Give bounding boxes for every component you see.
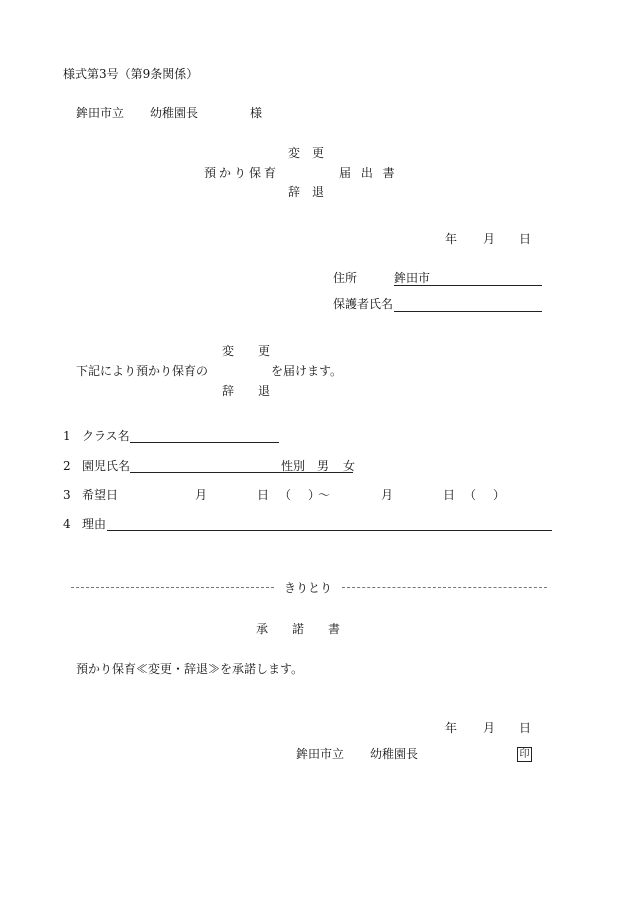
gender-female[interactable]: 女 <box>343 459 356 473</box>
statement-option-change: 変 更 <box>222 344 271 358</box>
item-3-number: 3 <box>63 488 71 502</box>
period-start-paren-close: ） <box>308 488 321 502</box>
cut-line-right <box>342 587 547 588</box>
date-day: 日 <box>519 232 532 246</box>
addressee-title: 幼稚園長 <box>150 106 199 120</box>
period-end-day: 日 <box>443 488 456 502</box>
period-end-paren-open: （ <box>464 488 477 502</box>
guardian-name-line[interactable] <box>394 311 542 312</box>
approval-date-day: 日 <box>519 721 532 735</box>
address-label: 住所 <box>333 271 358 285</box>
gender-label: 性別 <box>281 459 306 473</box>
item-2-number: 2 <box>63 459 71 473</box>
statement-option-withdraw: 辞 退 <box>222 384 271 398</box>
period-start-day: 日 <box>257 488 270 502</box>
date-year: 年 <box>445 232 458 246</box>
form-number: 様式第3号（第9条関係） <box>63 67 199 81</box>
reason-label: 理由 <box>82 517 107 531</box>
approval-title: 承 諾 書 <box>256 622 341 636</box>
item-1-number: 1 <box>63 429 71 443</box>
approval-principal: 幼稚園長 <box>370 747 419 761</box>
addressee-honorific: 様 <box>250 106 263 120</box>
child-name-label: 園児氏名 <box>82 459 131 473</box>
heading-main: 預かり保育 <box>204 166 280 180</box>
address-value: 鉾田市 <box>394 271 431 285</box>
period-start-paren-open: （ <box>279 488 292 502</box>
period-end-paren-close: ） <box>493 488 506 502</box>
gender-male[interactable]: 男 <box>317 459 330 473</box>
approval-statement: 預かり保育≪変更・辞退≫を承諾します。 <box>76 662 304 676</box>
statement-suffix: を届けます。 <box>271 364 343 378</box>
period-end-month: 月 <box>381 488 394 502</box>
heading-option-change: 変 更 <box>288 146 325 160</box>
period-tilde: 〜 <box>318 488 331 502</box>
address-line[interactable] <box>394 285 542 286</box>
cut-label: きりとり <box>284 581 333 595</box>
date-month: 月 <box>483 232 496 246</box>
period-start-month: 月 <box>195 488 208 502</box>
addressee-city: 鉾田市立 <box>76 106 125 120</box>
heading-option-withdraw: 辞 退 <box>288 185 325 199</box>
class-label: クラス名 <box>82 429 130 443</box>
reason-line[interactable] <box>107 530 552 531</box>
approval-date-month: 月 <box>483 721 496 735</box>
approval-date-year: 年 <box>445 721 458 735</box>
statement-prefix: 下記により預かり保育の <box>76 364 209 378</box>
class-line[interactable] <box>130 442 279 443</box>
cut-line-left <box>71 587 274 588</box>
heading-suffix: 届 出 書 <box>339 166 398 180</box>
guardian-label: 保護者氏名 <box>333 297 394 311</box>
item-4-number: 4 <box>63 517 71 531</box>
approval-city: 鉾田市立 <box>296 747 345 761</box>
period-label: 希望日 <box>82 488 119 502</box>
seal-mark: 印 <box>517 747 532 762</box>
